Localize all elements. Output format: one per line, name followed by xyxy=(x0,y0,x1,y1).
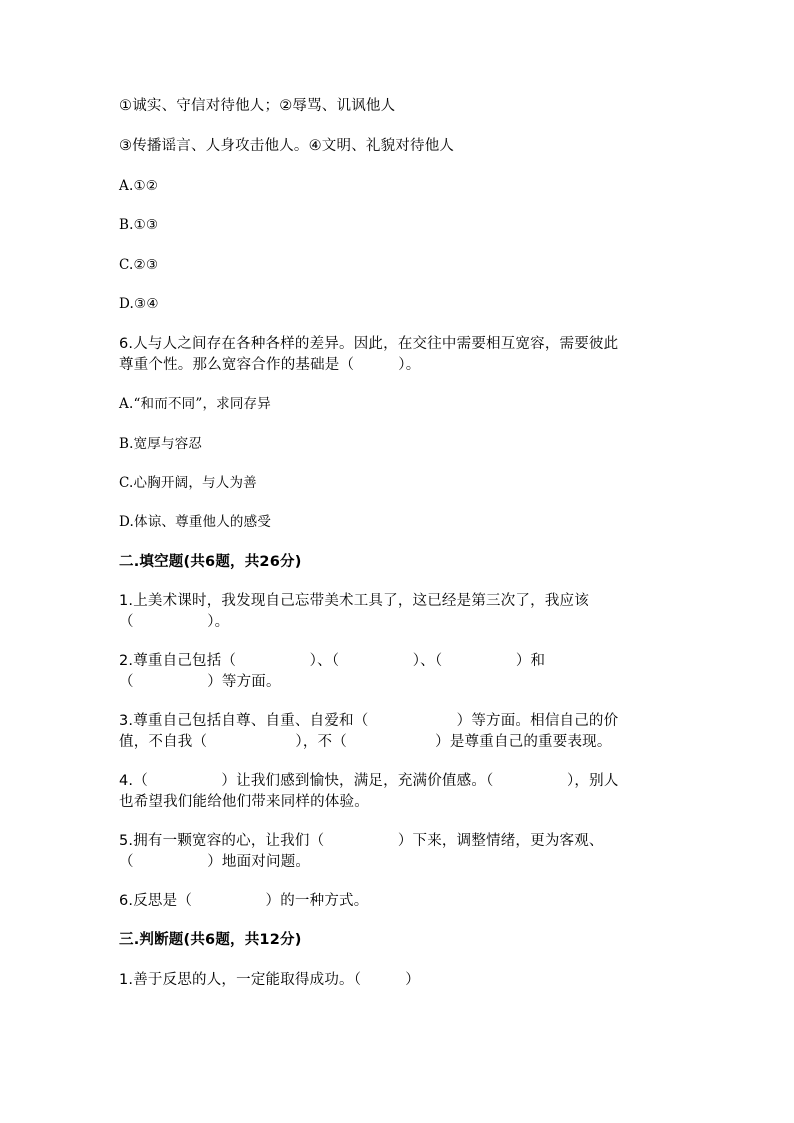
fill-q2-line-1: 2.尊重自己包括（ ）、（ ）、（ ）和 xyxy=(119,653,546,669)
fill-q5-line-1: 5.拥有一颗宽容的心，让我们（ ）下来，调整情绪，更为客观、 xyxy=(119,833,604,849)
fill-q5-line-2: （ ）地面对问题。 xyxy=(119,854,311,870)
q6-stem-line-2: 尊重个性。那么宽容合作的基础是（ ）。 xyxy=(119,357,421,373)
fill-q2-line-2: （ ）等方面。 xyxy=(119,674,281,690)
q6-option-d: D.体谅、尊重他人的感受 xyxy=(119,514,272,530)
judge-q1-line-1: 1.善于反思的人，一定能取得成功。（ ） xyxy=(119,972,420,988)
q6-option-c: C.心胸开阔，与人为善 xyxy=(119,475,257,491)
q5-option-b: B.①③ xyxy=(119,217,159,233)
q5-option-d: D.③④ xyxy=(119,296,159,312)
q5-statement-line-1: ①诚实、守信对待他人；②辱骂、讥讽他人 xyxy=(119,98,396,114)
q5-option-c: C.②③ xyxy=(119,257,159,273)
q6-option-a: A.“和而不同”，求同存异 xyxy=(119,396,271,412)
q6-option-b: B.宽厚与容忍 xyxy=(119,436,203,452)
q6-stem-line-1: 6.人与人之间存在各种各样的差异。因此，在交往中需要相互宽容，需要彼此 xyxy=(119,336,619,352)
q5-statement-line-2: ③传播谣言、人身攻击他人。④文明、礼貌对待他人 xyxy=(119,138,455,154)
fill-q3-line-2: 值，不自我（ ），不（ ）是尊重自己的重要表现。 xyxy=(119,734,612,750)
section-3-heading: 三.判断题(共6题，共12分) xyxy=(119,932,302,948)
fill-q3-line-1: 3.尊重自己包括自尊、自重、自爱和（ ）等方面。相信自己的价 xyxy=(119,713,619,729)
section-2-heading: 二.填空题(共6题，共26分) xyxy=(119,554,302,570)
fill-q1-line-1: 1.上美术课时，我发现自己忘带美术工具了，这已经是第三次了，我应该 xyxy=(119,593,589,609)
fill-q4-line-1: 4.（ ）让我们感到愉快，满足，充满价值感。（ ），别人 xyxy=(119,773,619,789)
fill-q4-line-2: 也希望我们能给他们带来同样的体验。 xyxy=(119,794,369,810)
q5-option-a: A.①② xyxy=(119,178,159,194)
fill-q6-line-1: 6.反思是（ ）的一种方式。 xyxy=(119,893,369,909)
fill-q1-line-2: （ ）。 xyxy=(119,614,230,630)
